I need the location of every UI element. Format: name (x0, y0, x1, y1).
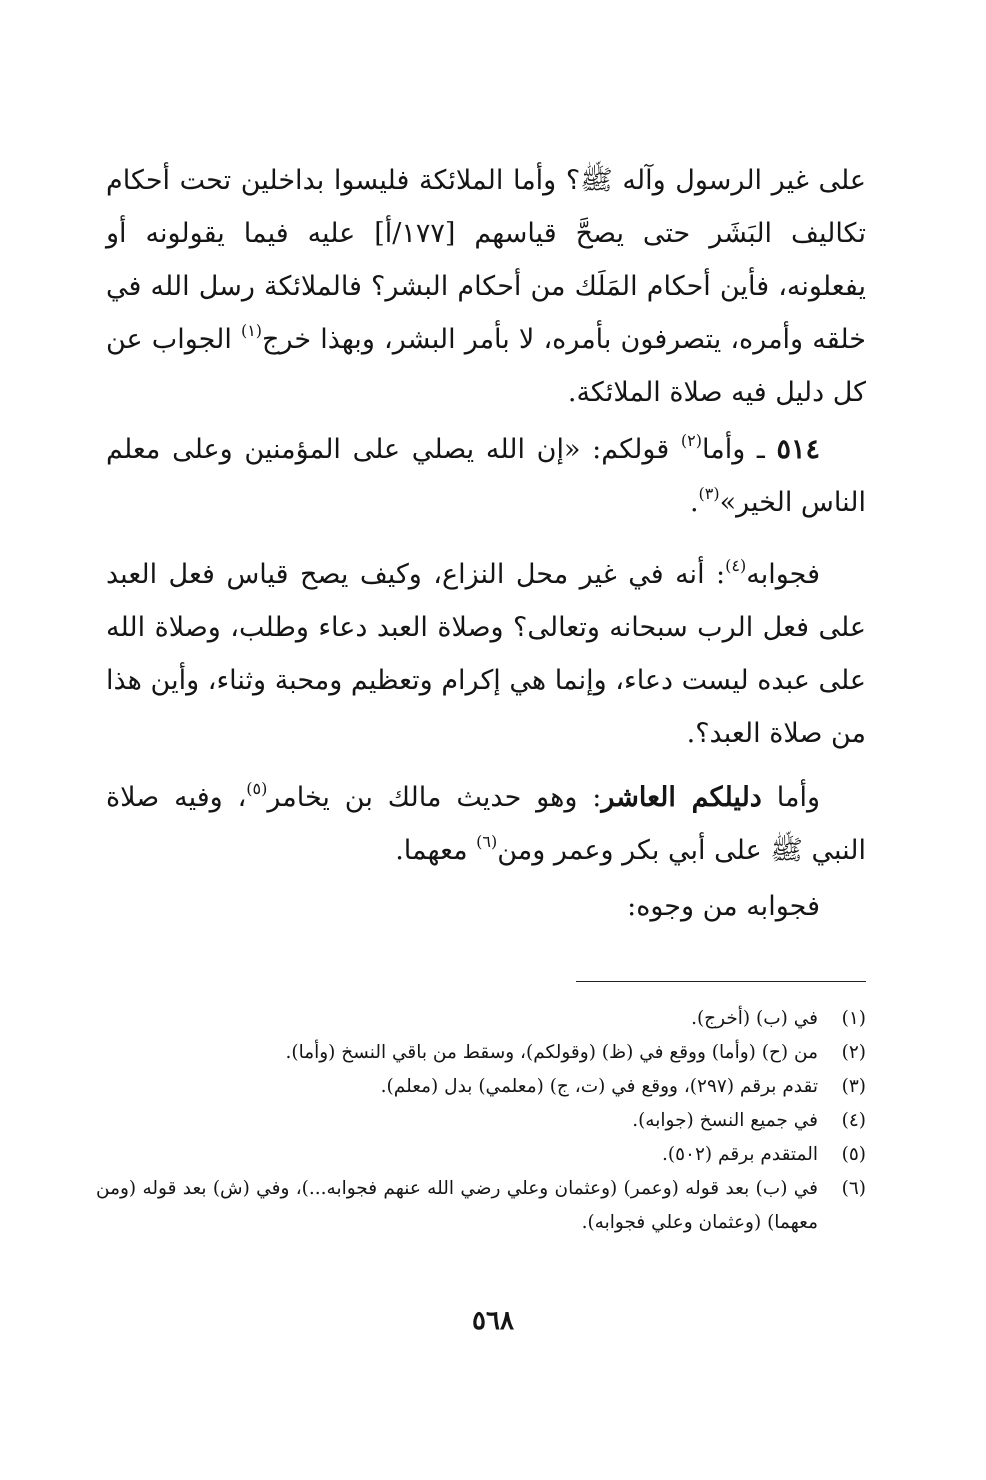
footnote-number: (٦) (841, 1178, 866, 1199)
footnote (96, 1036, 866, 1070)
footnote-number: (٤) (841, 1110, 866, 1131)
paragraph-answer-lead: فجوابه (746, 559, 820, 590)
paragraph-514 (106, 423, 866, 529)
paragraph-answer-text: : أنه في غير محل النزاع، وكيف يصح قياس فعل العبد على فعل الرب سبحانه وتعالى؟ وصلاة العبد دعاء وطلب، وصلاة الله على عبده ليست دعاء، وإنما هي إكرام وتعظيم ومحبة وثناء، وأين هذا من صلاة العبد؟. (106, 559, 866, 749)
footnote-text: تقدم برقم (٢٩٧)، ووقع في (ت، ج) (معلمي) بدل (معلم). (380, 1076, 818, 1097)
footnote-text: في (ب) (أخرج). (691, 1008, 818, 1029)
paragraph-tenth-end: معهما. (395, 835, 477, 866)
paragraph-514-end: . (689, 487, 699, 518)
paragraph-tenth-bold: دليلكم العاشر (601, 782, 762, 813)
footnote-number: (٣) (841, 1076, 866, 1097)
footnote-ref-3: (٣) (698, 484, 720, 503)
footnote-divider (576, 981, 866, 982)
footnote-text: في جميع النسخ (جوابه). (632, 1110, 818, 1131)
footnote-ref-5: (٥) (246, 779, 268, 798)
paragraph-1 (106, 154, 866, 419)
paragraph-514-text: ـ وأما (702, 434, 777, 465)
footnote-ref-1: (١) (240, 321, 263, 340)
footnote (96, 1104, 866, 1138)
footnote-number: (٥) (841, 1144, 866, 1165)
footnote-number: (٢) (841, 1042, 866, 1063)
paragraph-1-text-end: الجواب عن كل دليل فيه صلاة الملائكة. (106, 324, 866, 408)
paragraph-514-quote: قولكم: «إن الله يصلي على المؤمنين وعلى معلم الناس الخير» (106, 434, 866, 518)
paragraph-tenth-text-2: ، وفيه صلاة النبي ﷺ على أبي بكر وعمر ومن (106, 782, 866, 866)
page-number: ٥٦٨ (472, 1306, 514, 1336)
footnote-number: (١) (841, 1008, 866, 1029)
entry-number: ٥١٤ (776, 434, 820, 465)
paragraph-aspects-text: فجوابه من وجوه: (627, 891, 820, 922)
paragraph-tenth-evidence (106, 771, 866, 877)
paragraph-tenth-lead: وأما (761, 782, 820, 813)
footnote-text: من (ح) (وأما) ووقع في (ظ) (وقولكم)، وسقط من باقي النسخ (وأما). (285, 1042, 818, 1063)
footnote-text: في (ب) بعد قوله (وعمر) (وعثمان وعلي رضي الله عنهم فجوابه...)، وفي (ش) بعد قوله (ومن معهما) (وعثمان وعلي فجوابه). (96, 1178, 818, 1233)
footnote-ref-4: (٤) (725, 556, 747, 575)
footnote (96, 1172, 866, 1240)
footnotes (96, 1002, 866, 1240)
footnote (96, 1002, 866, 1036)
paragraph-answer-aspects (106, 880, 866, 933)
footnote-ref-2: (٢) (680, 431, 702, 450)
footnote (96, 1070, 866, 1104)
footnote (96, 1138, 866, 1172)
paragraph-answer (106, 548, 866, 760)
footnote-ref-6: (٦) (476, 832, 498, 851)
footnote-text: المتقدم برقم (٥٠٢). (662, 1144, 818, 1165)
paragraph-1-text: على غير الرسول وآله ﷺ؟ وأما الملائكة فليسوا بداخلين تحت أحكام تكاليف البَشَر حتى يصحَّ قياسهم [١٧٧/أ] عليه فيما يقولونه أو يفعلونه، فأين أحكام المَلَك من أحكام البشر؟ فالملائكة رسل الله في خلقه وأمره، يتصرفون بأمره، لا بأمر البشر، وبهذا خرج (106, 165, 866, 355)
paragraph-tenth-text: : وهو حديث مالك بن يخامر (267, 782, 602, 813)
